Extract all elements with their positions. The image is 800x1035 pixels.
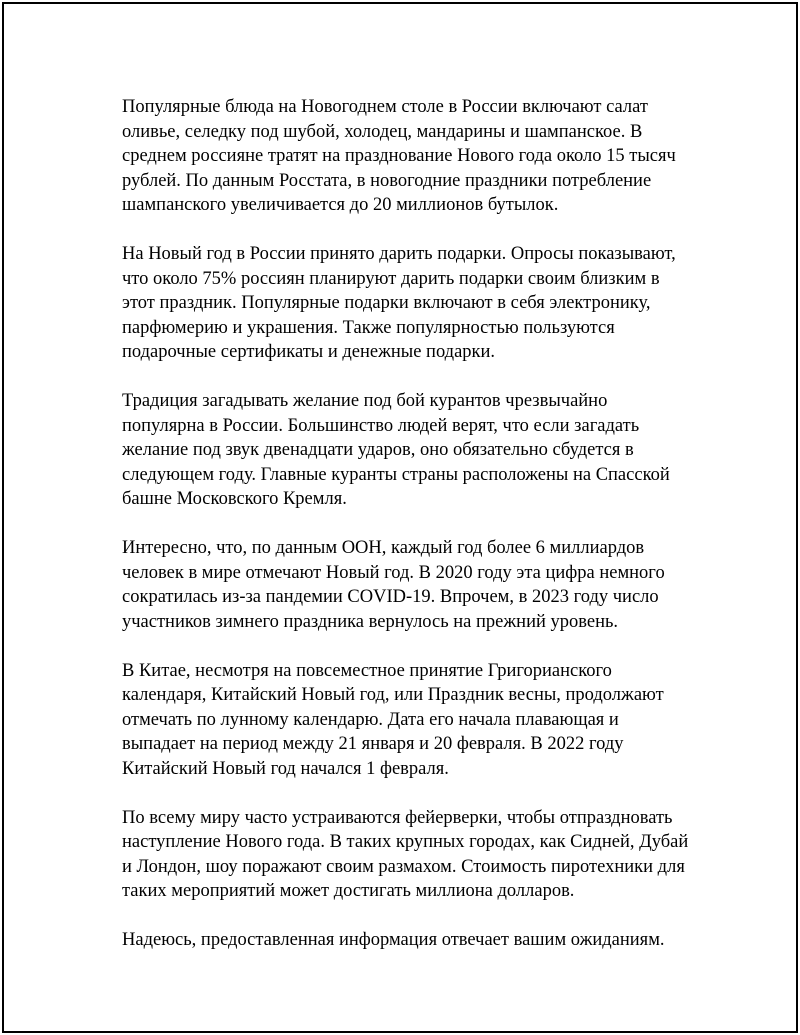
paragraph-new-year-dishes: Популярные блюда на Новогоднем столе в России включают салат оливье, селедку под шубой, холодец, мандарины и шампанское. В среднем россияне тратят на празднование Нового года около 15 тысяч рублей. По данным Росстата, в новогодние праздники потребление шампанского увеличивается до 20 миллионов бутылок.: [122, 97, 676, 215]
paragraph-un-statistics: Интересно, что, по данным ООН, каждый год более 6 миллиардов человек в мире отмечают Новый год. В 2020 году эта цифра немного сократилась из-за пандемии COVID-19. Впрочем, в 2023 году число участников зимнего праздника вернулось на прежний уровень.: [122, 538, 665, 632]
page-frame: [2, 2, 798, 1033]
document-body: [122, 95, 697, 953]
paragraph-closing: Надеюсь, предоставленная информация отвечает вашим ожиданиям.: [122, 930, 665, 950]
paragraph-fireworks: По всему миру часто устраиваются фейерверки, чтобы отпраздновать наступление Нового года. В таких крупных городах, как Сидней, Дубай и Лондон, шоу поражают своим размахом. Стоимость пиротехники для таких мероприятий может достигать миллиона долларов.: [122, 807, 689, 901]
paragraph-chinese-new-year: В Китае, несмотря на повсеместное принятие Григорианского календаря, Китайский Новый год, или Праздник весны, продолжают отмечать по лунному календарю. Дата его начала плавающая и выпадает на период между 21 января и 20 февраля. В 2022 году Китайский Новый год начался 1 февраля.: [122, 660, 664, 779]
paragraph-gifts: На Новый год в России принято дарить подарки. Опросы показывают, что около 75% россиян планируют дарить подарки своим близким в этот праздник. Популярные подарки включают в себя электронику, парфюмерию и украшения. Также популярностью пользуются подарочные сертификаты и денежные подарки.: [122, 244, 676, 362]
paragraph-chimes-tradition: Традиция загадывать желание под бой курантов чрезвычайно популярна в России. Большинство людей верят, что если загадать желание под звук двенадцати ударов, оно обязательно сбудется в следующем году. Главные куранты страны расположены на Спасской башне Московского Кремля.: [122, 391, 670, 509]
